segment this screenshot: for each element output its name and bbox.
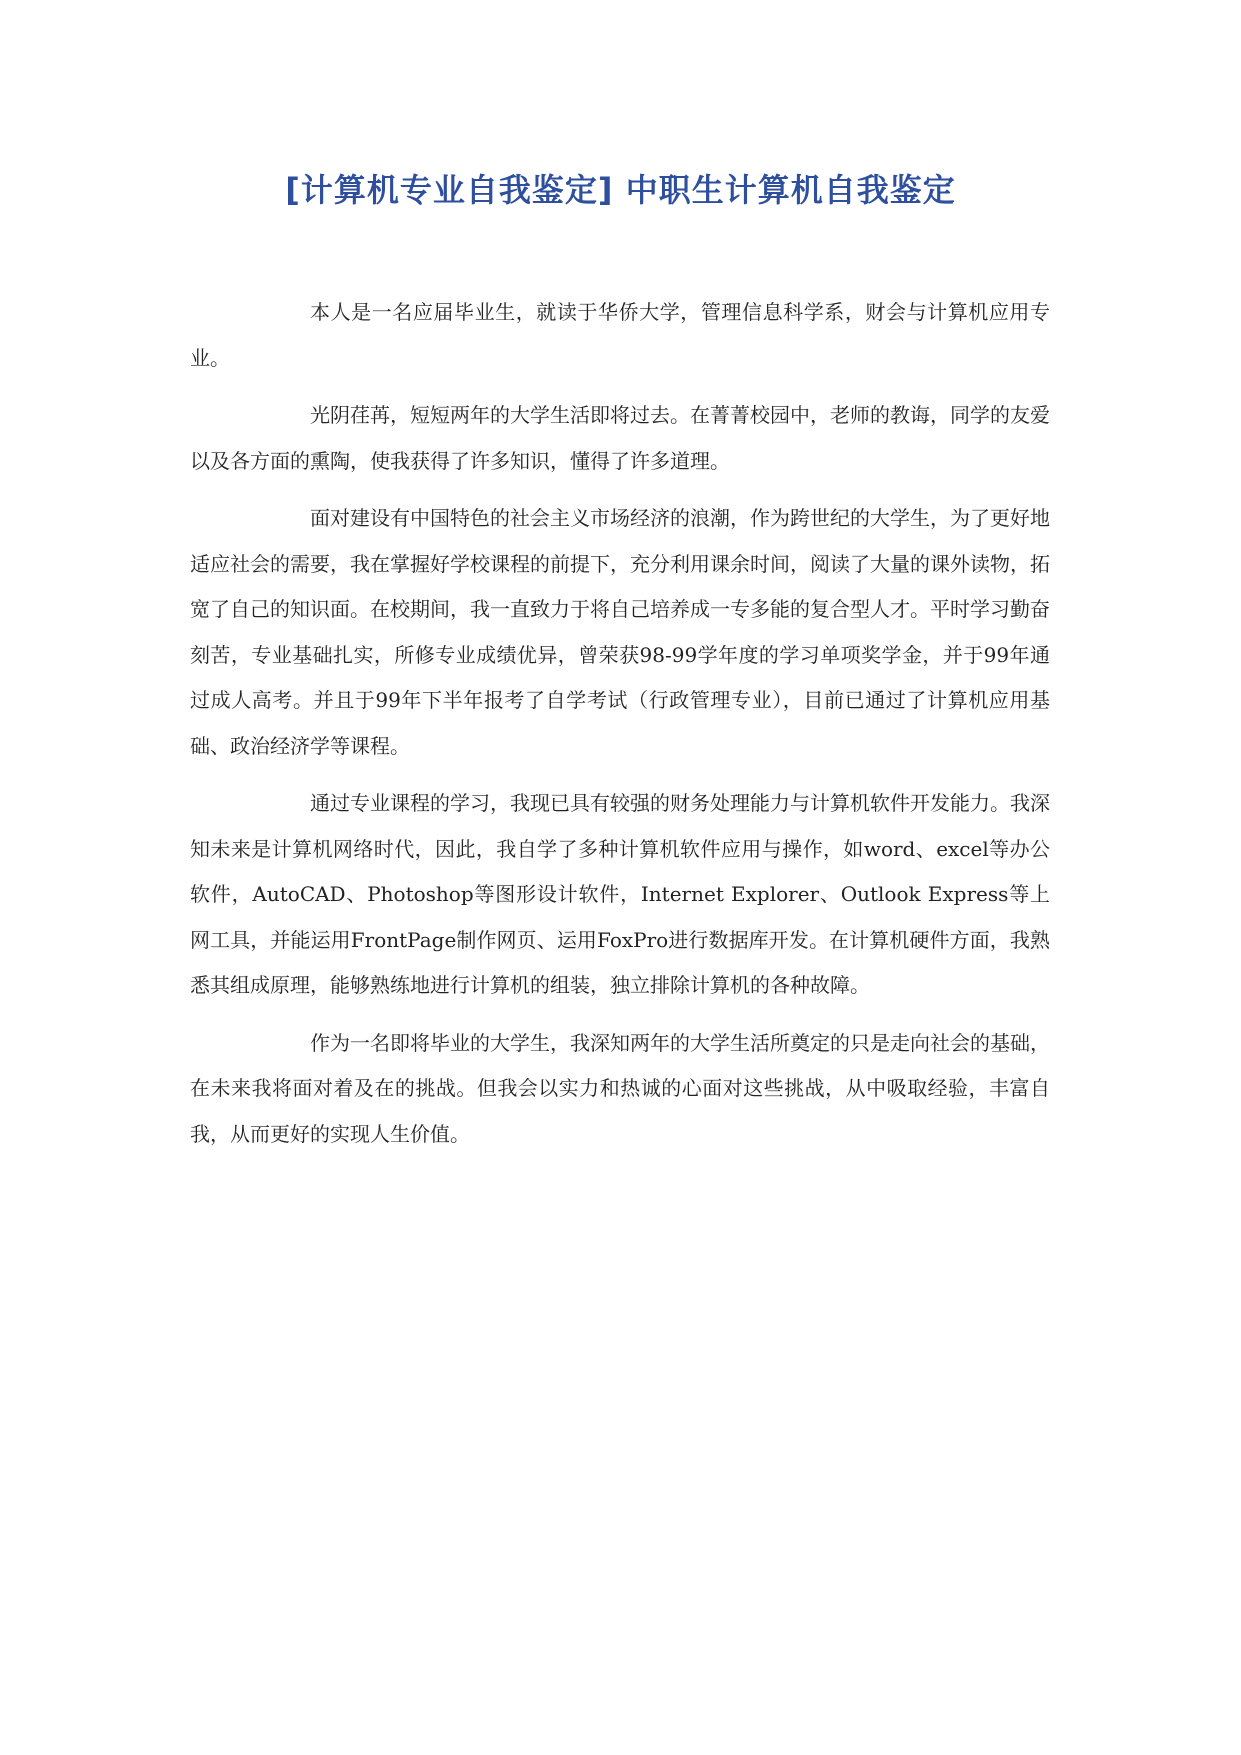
paragraph-2: 光阴荏苒，短短两年的大学生活即将过去。在菁菁校园中，老师的教诲，同学的友爱以及各方面的熏陶，使我获得了许多知识，懂得了许多道理。 bbox=[190, 403, 1050, 473]
document-body bbox=[190, 290, 1050, 1169]
document-title: [计算机专业自我鉴定] 中职生计算机自我鉴定 bbox=[285, 171, 956, 209]
paragraph-3: 面对建设有中国特色的社会主义市场经济的浪潮，作为跨世纪的大学生，为了更好地适应社会的需要，我在掌握好学校课程的前提下，充分利用课余时间，阅读了大量的课外读物，拓宽了自己的知识面。在校期间，我一直致力于将自己培养成一专多能的复合型人才。平时学习勤奋刻苦，专业基础扎实，所修专业成绩优异，曾荣获98-99学年度的学习单项奖学金，并于99年通过成人高考。并且于99年下半年报考了自学考试（行政管理专业），目前已通过了计算机应用基础、政治经济学等课程。 bbox=[190, 506, 1050, 758]
paragraph-5: 作为一名即将毕业的大学生，我深知两年的大学生活所奠定的只是走向社会的基础，在未来我将面对着及在的挑战。但我会以实力和热诚的心面对这些挑战，从中吸取经验，丰富自我，从而更好的实现人生价值。 bbox=[190, 1030, 1050, 1146]
paragraph-4: 通过专业课程的学习，我现已具有较强的财务处理能力与计算机软件开发能力。我深知未来是计算机网络时代，因此，我自学了多种计算机软件应用与操作，如word、excel等办公软件，AutoCAD、Photoshop等图形设计软件，Internet Explorer、Outlook Express等上网工具，并能运用FrontPage制作网页、运用FoxPro进行数据库开发。在计算机硬件方面，我熟悉其组成原理，能够熟练地进行计算机的组装，独立排除计算机的各种故障。 bbox=[190, 791, 1050, 997]
paragraph-1: 本人是一名应届毕业生，就读于华侨大学，管理信息科学系，财会与计算机应用专业。 bbox=[190, 300, 1050, 370]
